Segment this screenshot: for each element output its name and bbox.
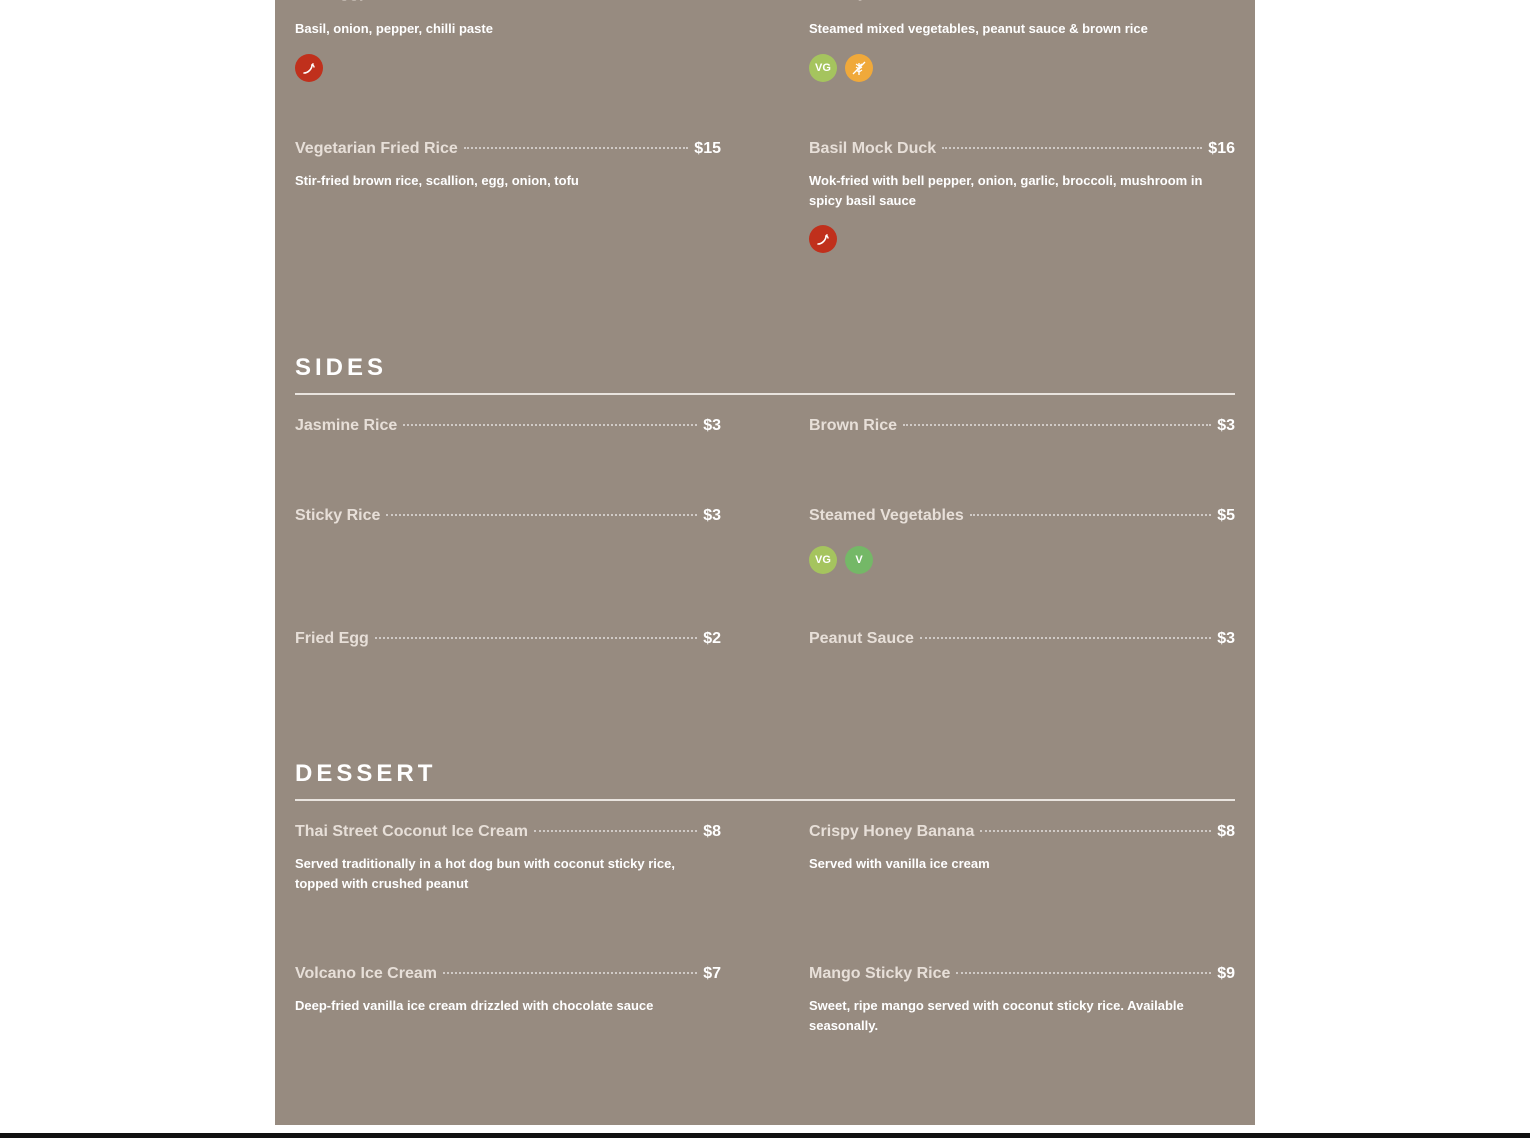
item-name: Thai Street Coconut Ice Cream [295, 823, 528, 840]
menu-item-mango-sticky-rice [809, 963, 1235, 1035]
menu-item-peanut-sauce [809, 628, 1235, 650]
dietary-badges [809, 546, 1235, 574]
item-price: $3 [703, 507, 721, 524]
leader-dots [443, 972, 697, 974]
item-description: Wok-fried with bell pepper, onion, garlic, broccoli, mushroom in spicy basil sauce [809, 173, 1203, 208]
item-price: $16 [1208, 140, 1235, 157]
menu-item-vegetarian-fried-rice [295, 138, 721, 191]
item-name: Volcano Ice Cream [295, 965, 437, 982]
menu-item-steamed-vegetables [809, 505, 1235, 574]
item-price: $3 [703, 417, 721, 434]
section-divider [295, 799, 1235, 801]
menu-item-jasmine-rice [295, 415, 721, 437]
item-description: Served with vanilla ice cream [809, 856, 990, 871]
item-description: Sweet, ripe mango served with coconut sticky rice. Available seasonally. [809, 998, 1184, 1033]
item-name: Sticky Rice [295, 507, 381, 524]
item-price: $8 [703, 823, 721, 840]
leader-dots [403, 424, 697, 426]
vegan-badge: VG [809, 546, 837, 574]
item-name: Peanut Sauce [809, 630, 914, 647]
item-price: $8 [1217, 823, 1235, 840]
dietary-badges [809, 225, 1235, 253]
dietary-badges [295, 54, 721, 82]
leader-dots [920, 637, 1211, 639]
item-description: Basil, onion, pepper, chilli paste [295, 21, 493, 36]
item-name: Brown Rice [809, 417, 898, 434]
vegetarian-badge: V [845, 546, 873, 574]
item-name: Mango Sticky Rice [809, 965, 951, 982]
leader-dots [386, 514, 697, 516]
item-description: Deep-fried vanilla ice cream drizzled with chocolate sauce [295, 998, 654, 1013]
menu-item-volcano-ice-cream [295, 963, 721, 1016]
item-name: Fried Egg [295, 630, 369, 647]
item-price: $7 [703, 965, 721, 982]
leader-dots [903, 424, 1211, 426]
menu-item-pad-eggplant [295, 0, 721, 82]
item-price: $3 [1217, 630, 1235, 647]
leader-dots [970, 514, 1211, 516]
bottom-edge-bar [0, 1133, 1530, 1138]
item-price: $9 [1217, 965, 1235, 982]
item-price: $2 [703, 630, 721, 647]
leader-dots [375, 637, 697, 639]
leader-dots [956, 972, 1211, 974]
item-price [1208, 0, 1235, 4]
dietary-badges [809, 54, 1235, 82]
item-price: $5 [1217, 507, 1235, 524]
menu-item-fried-egg [295, 628, 721, 650]
item-name [809, 0, 926, 4]
item-name: Crispy Honey Banana [809, 823, 975, 840]
menu-item-thai-street-coconut-ice-cream [295, 821, 721, 893]
vegan-badge: VG [809, 54, 837, 82]
menu-item-sticky-rice [295, 505, 721, 527]
item-description: Steamed mixed vegetables, peanut sauce & brown rice [809, 21, 1148, 36]
menu-item-healthy-greens [809, 0, 1235, 82]
item-price [694, 0, 721, 4]
leader-dots [942, 147, 1202, 149]
leader-dots [464, 147, 689, 149]
wheat-icon [845, 54, 873, 82]
chili-icon [295, 54, 323, 82]
item-name: Vegetarian Fried Rice [295, 140, 458, 157]
item-name: Jasmine Rice [295, 417, 398, 434]
leader-dots [534, 830, 697, 832]
section-divider [295, 393, 1235, 395]
item-description: Served traditionally in a hot dog bun with coconut sticky rice, topped with crushed peanut [295, 856, 675, 891]
chili-icon [809, 225, 837, 253]
section-title-sides: SIDES [295, 354, 388, 381]
leader-dots [980, 830, 1211, 832]
section-title-dessert: DESSERT [295, 760, 437, 787]
item-description: Stir-fried brown rice, scallion, egg, onion, tofu [295, 173, 579, 188]
item-price: $3 [1217, 417, 1235, 434]
menu-item-crispy-honey-banana [809, 821, 1235, 874]
item-name [295, 0, 397, 4]
item-price: $15 [694, 140, 721, 157]
item-name: Steamed Vegetables [809, 507, 964, 524]
item-name: Basil Mock Duck [809, 140, 937, 157]
menu-item-basil-mock-duck [809, 138, 1235, 253]
menu-item-brown-rice [809, 415, 1235, 437]
